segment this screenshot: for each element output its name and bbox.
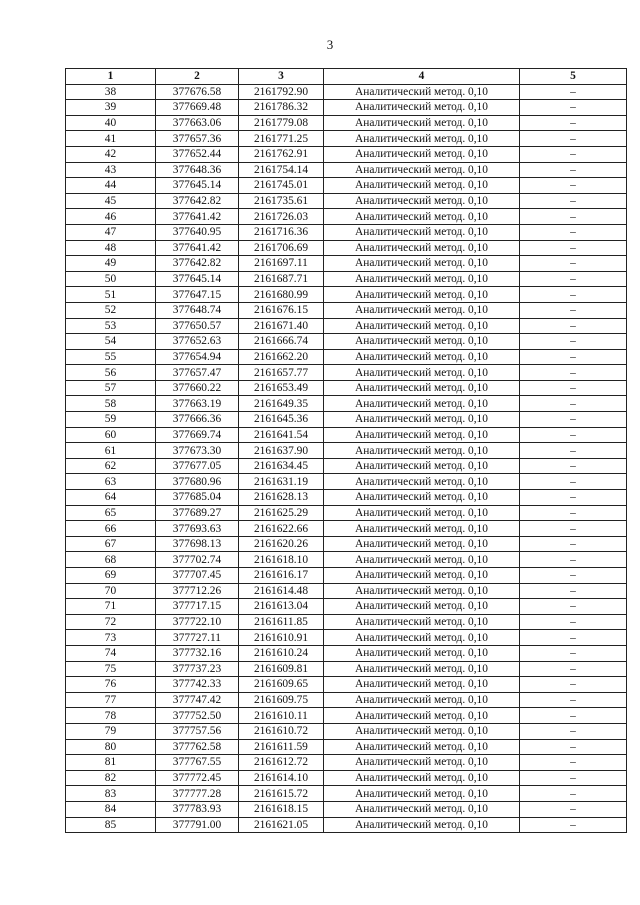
description-cell: – [520, 396, 627, 412]
y-coordinate-cell: 2161687.71 [239, 271, 324, 287]
description-cell: – [520, 443, 627, 459]
table-row [66, 302, 627, 318]
method-accuracy-cell: Аналитический метод. 0,10 [324, 302, 520, 318]
table-row [66, 770, 627, 786]
y-coordinate-cell: 2161611.85 [239, 614, 324, 630]
point-number-cell: 58 [66, 396, 156, 412]
x-coordinate-cell: 377676.58 [156, 84, 239, 100]
coordinates-table [65, 68, 627, 833]
y-coordinate-cell: 2161649.35 [239, 396, 324, 412]
method-accuracy-cell: Аналитический метод. 0,10 [324, 521, 520, 537]
x-coordinate-cell: 377747.42 [156, 692, 239, 708]
method-accuracy-cell: Аналитический метод. 0,10 [324, 568, 520, 584]
x-coordinate-cell: 377772.45 [156, 770, 239, 786]
description-cell: – [520, 723, 627, 739]
description-cell: – [520, 334, 627, 350]
table-row [66, 84, 627, 100]
x-coordinate-cell: 377689.27 [156, 505, 239, 521]
point-number-cell: 84 [66, 801, 156, 817]
point-number-cell: 54 [66, 334, 156, 350]
table-row [66, 521, 627, 537]
description-cell: – [520, 583, 627, 599]
y-coordinate-cell: 2161631.19 [239, 474, 324, 490]
table-row [66, 412, 627, 428]
x-coordinate-cell: 377666.36 [156, 412, 239, 428]
x-coordinate-cell: 377762.58 [156, 739, 239, 755]
x-coordinate-cell: 377647.15 [156, 287, 239, 303]
method-accuracy-cell: Аналитический метод. 0,10 [324, 692, 520, 708]
point-number-cell: 63 [66, 474, 156, 490]
description-cell: – [520, 256, 627, 272]
x-coordinate-cell: 377645.14 [156, 271, 239, 287]
table-row [66, 271, 627, 287]
y-coordinate-cell: 2161618.15 [239, 801, 324, 817]
x-coordinate-cell: 377642.82 [156, 256, 239, 272]
description-cell: – [520, 739, 627, 755]
description-cell: – [520, 599, 627, 615]
method-accuracy-cell: Аналитический метод. 0,10 [324, 396, 520, 412]
method-accuracy-cell: Аналитический метод. 0,10 [324, 630, 520, 646]
x-coordinate-cell: 377645.14 [156, 178, 239, 194]
x-coordinate-cell: 377669.74 [156, 427, 239, 443]
table-row [66, 474, 627, 490]
y-coordinate-cell: 2161637.90 [239, 443, 324, 459]
x-coordinate-cell: 377707.45 [156, 568, 239, 584]
method-accuracy-cell: Аналитический метод. 0,10 [324, 162, 520, 178]
point-number-cell: 40 [66, 115, 156, 131]
y-coordinate-cell: 2161662.20 [239, 349, 324, 365]
method-accuracy-cell: Аналитический метод. 0,10 [324, 536, 520, 552]
y-coordinate-cell: 2161754.14 [239, 162, 324, 178]
method-accuracy-cell: Аналитический метод. 0,10 [324, 131, 520, 147]
table-row [66, 692, 627, 708]
point-number-cell: 55 [66, 349, 156, 365]
x-coordinate-cell: 377652.63 [156, 334, 239, 350]
description-cell: – [520, 365, 627, 381]
description-cell: – [520, 692, 627, 708]
y-coordinate-cell: 2161613.04 [239, 599, 324, 615]
y-coordinate-cell: 2161610.72 [239, 723, 324, 739]
method-accuracy-cell: Аналитический метод. 0,10 [324, 334, 520, 350]
point-number-cell: 51 [66, 287, 156, 303]
description-cell: – [520, 568, 627, 584]
x-coordinate-cell: 377680.96 [156, 474, 239, 490]
method-accuracy-cell: Аналитический метод. 0,10 [324, 723, 520, 739]
table-row [66, 427, 627, 443]
method-accuracy-cell: Аналитический метод. 0,10 [324, 412, 520, 428]
description-cell: – [520, 490, 627, 506]
y-coordinate-cell: 2161706.69 [239, 240, 324, 256]
x-coordinate-cell: 377663.06 [156, 115, 239, 131]
method-accuracy-cell: Аналитический метод. 0,10 [324, 677, 520, 693]
x-coordinate-cell: 377648.74 [156, 302, 239, 318]
table-row [66, 536, 627, 552]
method-accuracy-cell: Аналитический метод. 0,10 [324, 349, 520, 365]
y-coordinate-cell: 2161609.81 [239, 661, 324, 677]
x-coordinate-cell: 377650.57 [156, 318, 239, 334]
description-cell: – [520, 708, 627, 724]
point-number-cell: 53 [66, 318, 156, 334]
column-header-4: 4 [324, 69, 520, 85]
point-number-cell: 41 [66, 131, 156, 147]
table-row [66, 552, 627, 568]
point-number-cell: 43 [66, 162, 156, 178]
y-coordinate-cell: 2161614.10 [239, 770, 324, 786]
y-coordinate-cell: 2161612.72 [239, 755, 324, 771]
point-number-cell: 60 [66, 427, 156, 443]
y-coordinate-cell: 2161653.49 [239, 380, 324, 396]
description-cell: – [520, 458, 627, 474]
x-coordinate-cell: 377669.48 [156, 100, 239, 116]
x-coordinate-cell: 377660.22 [156, 380, 239, 396]
point-number-cell: 81 [66, 755, 156, 771]
x-coordinate-cell: 377641.42 [156, 209, 239, 225]
x-coordinate-cell: 377654.94 [156, 349, 239, 365]
table-row [66, 645, 627, 661]
method-accuracy-cell: Аналитический метод. 0,10 [324, 474, 520, 490]
point-number-cell: 71 [66, 599, 156, 615]
y-coordinate-cell: 2161726.03 [239, 209, 324, 225]
y-coordinate-cell: 2161671.40 [239, 318, 324, 334]
table-row [66, 583, 627, 599]
method-accuracy-cell: Аналитический метод. 0,10 [324, 287, 520, 303]
point-number-cell: 45 [66, 193, 156, 209]
method-accuracy-cell: Аналитический метод. 0,10 [324, 365, 520, 381]
method-accuracy-cell: Аналитический метод. 0,10 [324, 443, 520, 459]
y-coordinate-cell: 2161610.24 [239, 645, 324, 661]
table-row [66, 240, 627, 256]
x-coordinate-cell: 377727.11 [156, 630, 239, 646]
description-cell: – [520, 131, 627, 147]
point-number-cell: 47 [66, 224, 156, 240]
x-coordinate-cell: 377657.47 [156, 365, 239, 381]
table-row [66, 458, 627, 474]
description-cell: – [520, 209, 627, 225]
table-row [66, 568, 627, 584]
description-cell: – [520, 645, 627, 661]
y-coordinate-cell: 2161779.08 [239, 115, 324, 131]
method-accuracy-cell: Аналитический метод. 0,10 [324, 786, 520, 802]
x-coordinate-cell: 377717.15 [156, 599, 239, 615]
point-number-cell: 57 [66, 380, 156, 396]
description-cell: – [520, 380, 627, 396]
method-accuracy-cell: Аналитический метод. 0,10 [324, 614, 520, 630]
point-number-cell: 65 [66, 505, 156, 521]
point-number-cell: 78 [66, 708, 156, 724]
point-number-cell: 62 [66, 458, 156, 474]
method-accuracy-cell: Аналитический метод. 0,10 [324, 193, 520, 209]
point-number-cell: 72 [66, 614, 156, 630]
y-coordinate-cell: 2161735.61 [239, 193, 324, 209]
point-number-cell: 64 [66, 490, 156, 506]
description-cell: – [520, 146, 627, 162]
y-coordinate-cell: 2161621.05 [239, 817, 324, 833]
table-row [66, 162, 627, 178]
table-row [66, 256, 627, 272]
point-number-cell: 49 [66, 256, 156, 272]
table-row [66, 630, 627, 646]
y-coordinate-cell: 2161641.54 [239, 427, 324, 443]
description-cell: – [520, 318, 627, 334]
x-coordinate-cell: 377677.05 [156, 458, 239, 474]
point-number-cell: 67 [66, 536, 156, 552]
method-accuracy-cell: Аналитический метод. 0,10 [324, 224, 520, 240]
description-cell: – [520, 801, 627, 817]
description-cell: – [520, 412, 627, 428]
point-number-cell: 68 [66, 552, 156, 568]
description-cell: – [520, 84, 627, 100]
y-coordinate-cell: 2161614.48 [239, 583, 324, 599]
x-coordinate-cell: 377685.04 [156, 490, 239, 506]
y-coordinate-cell: 2161609.65 [239, 677, 324, 693]
description-cell: – [520, 100, 627, 116]
description-cell: – [520, 755, 627, 771]
description-cell: – [520, 162, 627, 178]
description-cell: – [520, 614, 627, 630]
y-coordinate-cell: 2161745.01 [239, 178, 324, 194]
x-coordinate-cell: 377767.55 [156, 755, 239, 771]
y-coordinate-cell: 2161634.45 [239, 458, 324, 474]
point-number-cell: 66 [66, 521, 156, 537]
y-coordinate-cell: 2161771.25 [239, 131, 324, 147]
method-accuracy-cell: Аналитический метод. 0,10 [324, 458, 520, 474]
y-coordinate-cell: 2161792.90 [239, 84, 324, 100]
method-accuracy-cell: Аналитический метод. 0,10 [324, 271, 520, 287]
y-coordinate-cell: 2161611.59 [239, 739, 324, 755]
x-coordinate-cell: 377757.56 [156, 723, 239, 739]
point-number-cell: 52 [66, 302, 156, 318]
table-row [66, 723, 627, 739]
description-cell: – [520, 474, 627, 490]
table-row [66, 739, 627, 755]
x-coordinate-cell: 377702.74 [156, 552, 239, 568]
column-header-2: 2 [156, 69, 239, 85]
table-row [66, 396, 627, 412]
point-number-cell: 83 [66, 786, 156, 802]
x-coordinate-cell: 377641.42 [156, 240, 239, 256]
point-number-cell: 39 [66, 100, 156, 116]
point-number-cell: 46 [66, 209, 156, 225]
point-number-cell: 82 [66, 770, 156, 786]
table-row [66, 443, 627, 459]
table-row [66, 131, 627, 147]
method-accuracy-cell: Аналитический метод. 0,10 [324, 256, 520, 272]
method-accuracy-cell: Аналитический метод. 0,10 [324, 739, 520, 755]
x-coordinate-cell: 377752.50 [156, 708, 239, 724]
point-number-cell: 61 [66, 443, 156, 459]
method-accuracy-cell: Аналитический метод. 0,10 [324, 599, 520, 615]
table-row [66, 677, 627, 693]
point-number-cell: 76 [66, 677, 156, 693]
table-header-row [66, 69, 627, 85]
table-row [66, 380, 627, 396]
y-coordinate-cell: 2161786.32 [239, 100, 324, 116]
point-number-cell: 50 [66, 271, 156, 287]
x-coordinate-cell: 377791.00 [156, 817, 239, 833]
x-coordinate-cell: 377698.13 [156, 536, 239, 552]
point-number-cell: 59 [66, 412, 156, 428]
method-accuracy-cell: Аналитический метод. 0,10 [324, 755, 520, 771]
method-accuracy-cell: Аналитический метод. 0,10 [324, 240, 520, 256]
table-row [66, 318, 627, 334]
column-header-5: 5 [520, 69, 627, 85]
x-coordinate-cell: 377693.63 [156, 521, 239, 537]
method-accuracy-cell: Аналитический метод. 0,10 [324, 583, 520, 599]
table-row [66, 708, 627, 724]
y-coordinate-cell: 2161618.10 [239, 552, 324, 568]
method-accuracy-cell: Аналитический метод. 0,10 [324, 427, 520, 443]
x-coordinate-cell: 377663.19 [156, 396, 239, 412]
table-row [66, 505, 627, 521]
x-coordinate-cell: 377732.16 [156, 645, 239, 661]
y-coordinate-cell: 2161610.11 [239, 708, 324, 724]
point-number-cell: 77 [66, 692, 156, 708]
description-cell: – [520, 536, 627, 552]
point-number-cell: 85 [66, 817, 156, 833]
table-row [66, 209, 627, 225]
x-coordinate-cell: 377640.95 [156, 224, 239, 240]
page-number: 3 [326, 37, 334, 52]
y-coordinate-cell: 2161676.15 [239, 302, 324, 318]
table-row [66, 614, 627, 630]
y-coordinate-cell: 2161609.75 [239, 692, 324, 708]
table-row [66, 146, 627, 162]
x-coordinate-cell: 377742.33 [156, 677, 239, 693]
method-accuracy-cell: Аналитический метод. 0,10 [324, 708, 520, 724]
point-number-cell: 38 [66, 84, 156, 100]
description-cell: – [520, 193, 627, 209]
method-accuracy-cell: Аналитический метод. 0,10 [324, 505, 520, 521]
y-coordinate-cell: 2161666.74 [239, 334, 324, 350]
table-row [66, 365, 627, 381]
description-cell: – [520, 552, 627, 568]
point-number-cell: 73 [66, 630, 156, 646]
table-row [66, 349, 627, 365]
point-number-cell: 75 [66, 661, 156, 677]
table-row [66, 100, 627, 116]
description-cell: – [520, 302, 627, 318]
method-accuracy-cell: Аналитический метод. 0,10 [324, 552, 520, 568]
point-number-cell: 42 [66, 146, 156, 162]
x-coordinate-cell: 377777.28 [156, 786, 239, 802]
table-row [66, 817, 627, 833]
description-cell: – [520, 349, 627, 365]
description-cell: – [520, 786, 627, 802]
y-coordinate-cell: 2161620.26 [239, 536, 324, 552]
y-coordinate-cell: 2161622.66 [239, 521, 324, 537]
table-row [66, 786, 627, 802]
x-coordinate-cell: 377737.23 [156, 661, 239, 677]
method-accuracy-cell: Аналитический метод. 0,10 [324, 318, 520, 334]
method-accuracy-cell: Аналитический метод. 0,10 [324, 770, 520, 786]
table-row [66, 599, 627, 615]
table-row [66, 193, 627, 209]
point-number-cell: 74 [66, 645, 156, 661]
method-accuracy-cell: Аналитический метод. 0,10 [324, 146, 520, 162]
description-cell: – [520, 630, 627, 646]
description-cell: – [520, 427, 627, 443]
description-cell: – [520, 224, 627, 240]
table-row [66, 661, 627, 677]
x-coordinate-cell: 377673.30 [156, 443, 239, 459]
y-coordinate-cell: 2161697.11 [239, 256, 324, 272]
x-coordinate-cell: 377642.82 [156, 193, 239, 209]
description-cell: – [520, 817, 627, 833]
table-row [66, 334, 627, 350]
table-row [66, 178, 627, 194]
y-coordinate-cell: 2161680.99 [239, 287, 324, 303]
point-number-cell: 69 [66, 568, 156, 584]
table-row [66, 287, 627, 303]
point-number-cell: 70 [66, 583, 156, 599]
column-header-1: 1 [66, 69, 156, 85]
table-body [66, 84, 627, 833]
x-coordinate-cell: 377712.26 [156, 583, 239, 599]
description-cell: – [520, 661, 627, 677]
y-coordinate-cell: 2161628.13 [239, 490, 324, 506]
description-cell: – [520, 770, 627, 786]
table-row [66, 115, 627, 131]
method-accuracy-cell: Аналитический метод. 0,10 [324, 115, 520, 131]
y-coordinate-cell: 2161616.17 [239, 568, 324, 584]
table-row [66, 490, 627, 506]
point-number-cell: 44 [66, 178, 156, 194]
method-accuracy-cell: Аналитический метод. 0,10 [324, 84, 520, 100]
point-number-cell: 79 [66, 723, 156, 739]
table-row [66, 801, 627, 817]
description-cell: – [520, 271, 627, 287]
method-accuracy-cell: Аналитический метод. 0,10 [324, 209, 520, 225]
description-cell: – [520, 115, 627, 131]
x-coordinate-cell: 377783.93 [156, 801, 239, 817]
column-header-3: 3 [239, 69, 324, 85]
method-accuracy-cell: Аналитический метод. 0,10 [324, 801, 520, 817]
description-cell: – [520, 178, 627, 194]
description-cell: – [520, 505, 627, 521]
method-accuracy-cell: Аналитический метод. 0,10 [324, 178, 520, 194]
point-number-cell: 48 [66, 240, 156, 256]
y-coordinate-cell: 2161716.36 [239, 224, 324, 240]
y-coordinate-cell: 2161610.91 [239, 630, 324, 646]
y-coordinate-cell: 2161657.77 [239, 365, 324, 381]
method-accuracy-cell: Аналитический метод. 0,10 [324, 380, 520, 396]
x-coordinate-cell: 377722.10 [156, 614, 239, 630]
x-coordinate-cell: 377657.36 [156, 131, 239, 147]
point-number-cell: 80 [66, 739, 156, 755]
description-cell: – [520, 287, 627, 303]
table-row [66, 224, 627, 240]
x-coordinate-cell: 377652.44 [156, 146, 239, 162]
description-cell: – [520, 521, 627, 537]
method-accuracy-cell: Аналитический метод. 0,10 [324, 817, 520, 833]
method-accuracy-cell: Аналитический метод. 0,10 [324, 100, 520, 116]
y-coordinate-cell: 2161625.29 [239, 505, 324, 521]
y-coordinate-cell: 2161762.91 [239, 146, 324, 162]
method-accuracy-cell: Аналитический метод. 0,10 [324, 645, 520, 661]
y-coordinate-cell: 2161615.72 [239, 786, 324, 802]
method-accuracy-cell: Аналитический метод. 0,10 [324, 661, 520, 677]
description-cell: – [520, 240, 627, 256]
method-accuracy-cell: Аналитический метод. 0,10 [324, 490, 520, 506]
y-coordinate-cell: 2161645.36 [239, 412, 324, 428]
point-number-cell: 56 [66, 365, 156, 381]
x-coordinate-cell: 377648.36 [156, 162, 239, 178]
table-row [66, 755, 627, 771]
description-cell: – [520, 677, 627, 693]
